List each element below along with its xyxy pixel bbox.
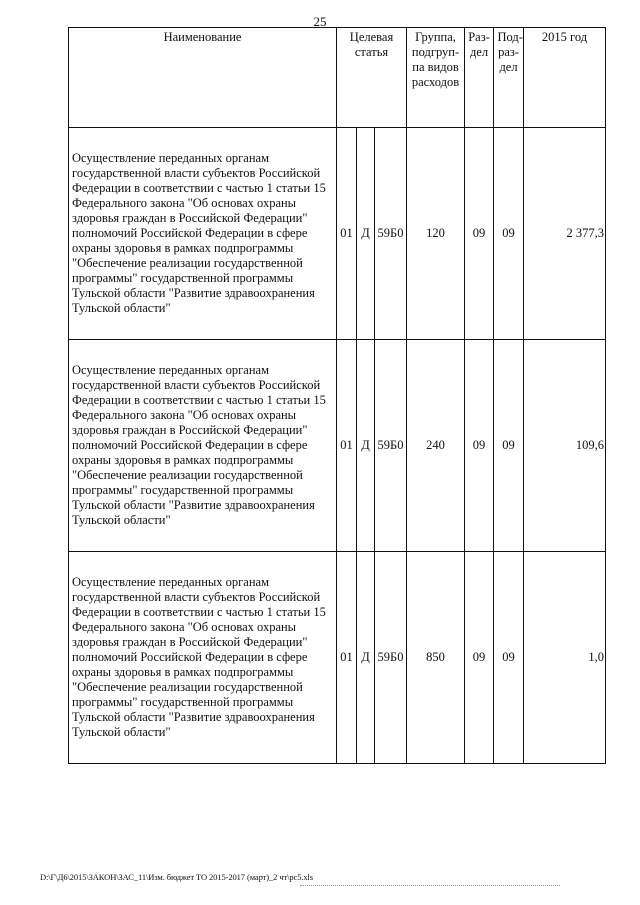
scan-artifact-line [300,885,560,887]
row-expense-group: 850 [407,552,465,764]
budget-table [68,27,606,764]
row-expense-group: 240 [407,340,465,552]
row-amount: 1,0 [524,552,606,764]
header-name: Наименование [69,28,337,128]
row-code-direction: 59Б0 [375,128,407,340]
row-section: 09 [465,128,494,340]
header-year: 2015 год [524,28,606,128]
table-row [69,128,606,340]
row-section: 09 [465,340,494,552]
table-row [69,340,606,552]
table-row [69,552,606,764]
header-target-article: Целевая статья [337,28,407,128]
row-subsection: 09 [494,340,524,552]
row-amount: 2 377,3 [524,128,606,340]
row-name: Осуществление переданных органам государственной власти субъектов Российской Федерации в соответствии с частью 1 статьи 15 Федерального закона "Об основах охраны здоровья граждан в Российской Федерации" полномочий Российской Федерации в сфере охраны здоровья в рамках подпрограммы "Обеспечение реализации государственной программы" государственной программы Тульской области "Развитие здравоохранения Тульской области" [69,340,337,552]
row-code-program: 01 [337,340,357,552]
row-name: Осуществление переданных органам государственной власти субъектов Российской Федерации в соответствии с частью 1 статьи 15 Федерального закона "Об основах охраны здоровья граждан в Российской Федерации" полномочий Российской Федерации в сфере охраны здоровья в рамках подпрограммы "Обеспечение реализации государственной программы" государственной программы Тульской области "Развитие здравоохранения Тульской области" [69,128,337,340]
row-code-subprogram: Д [357,552,375,764]
header-section: Раз-дел [465,28,494,128]
row-code-subprogram: Д [357,340,375,552]
row-expense-group: 120 [407,128,465,340]
row-code-direction: 59Б0 [375,340,407,552]
page-number: 25 [313,14,327,29]
row-name: Осуществление переданных органам государственной власти субъектов Российской Федерации в соответствии с частью 1 статьи 15 Федерального закона "Об основах охраны здоровья граждан в Российской Федерации" полномочий Российской Федерации в сфере охраны здоровья в рамках подпрограммы "Обеспечение реализации государственной программы" государственной программы Тульской области "Развитие здравоохранения Тульской области" [69,552,337,764]
header-expense-group: Группа, подгруп-па видов расходов [407,28,465,128]
row-section: 09 [465,552,494,764]
table-header-row [69,28,606,128]
row-code-program: 01 [337,552,357,764]
header-subsection: Под-раз-дел [494,28,524,128]
row-subsection: 09 [494,552,524,764]
row-amount: 109,6 [524,340,606,552]
row-code-direction: 59Б0 [375,552,407,764]
row-subsection: 09 [494,128,524,340]
row-code-program: 01 [337,128,357,340]
row-code-subprogram: Д [357,128,375,340]
file-path-footer: D:\Г\Д6\2015\ЗАКОН\ЗАС_11\Изм. бюджет ТО 2015-2017 (март)_2 чт\рс5.xls [40,872,313,882]
